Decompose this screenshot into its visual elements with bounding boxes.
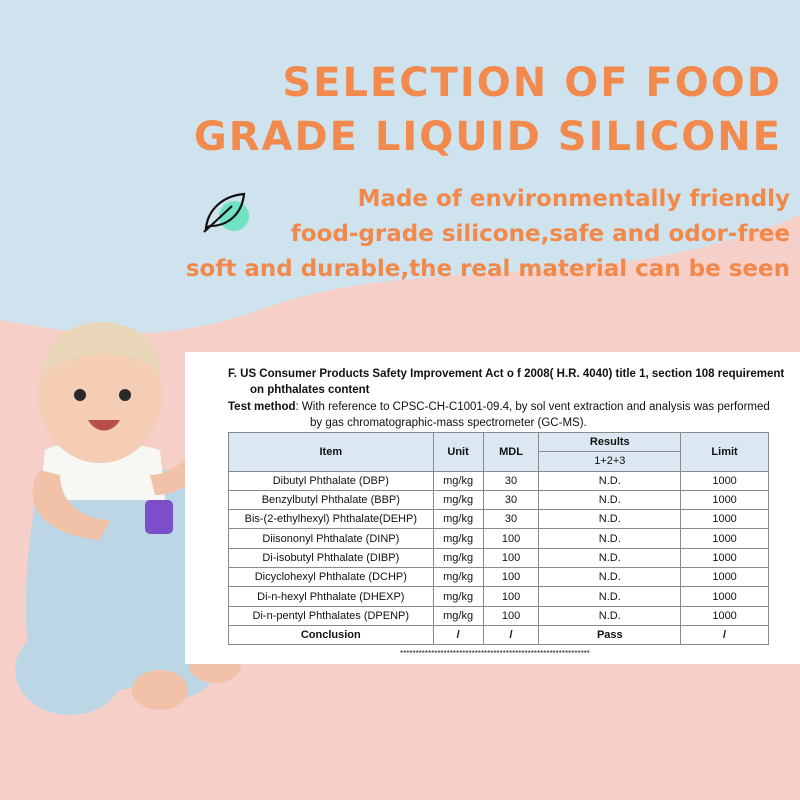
cell-item: Bis-(2-ethylhexyl) Phthalate(DEHP)	[229, 510, 434, 529]
cell-mdl: 100	[483, 587, 539, 606]
description-line-2: food-grade silicone,safe and odor-free	[290, 221, 790, 247]
cell-limit: 1000	[681, 490, 769, 509]
headline-line-2: GRADE LIQUID SILICONE	[193, 114, 782, 160]
header-results-sub: 1+2+3	[539, 452, 681, 471]
cell-unit: mg/kg	[433, 471, 483, 490]
cell-result: N.D.	[539, 490, 681, 509]
cell-item: Dibutyl Phthalate (DBP)	[229, 471, 434, 490]
cell-unit: mg/kg	[433, 529, 483, 548]
description-line-3: soft and durable,the real material can be seen	[185, 256, 790, 282]
cell-mdl: 30	[483, 490, 539, 509]
report-title-line-2: on phthalates content	[250, 384, 370, 396]
table-row	[229, 490, 769, 509]
table-row	[229, 606, 769, 625]
cell-result: N.D.	[539, 587, 681, 606]
cell-mdl: 100	[483, 529, 539, 548]
cell-unit: mg/kg	[433, 548, 483, 567]
table-row	[229, 510, 769, 529]
header-limit: Limit	[681, 433, 769, 472]
description	[170, 182, 790, 287]
table-row	[229, 587, 769, 606]
report-title-line-1: F. US Consumer Products Safety Improvement Act o f 2008( H.R. 4040) title 1, section 108 requirement	[228, 368, 785, 380]
cell-result: N.D.	[539, 568, 681, 587]
cell-item: Diisononyl Phthalate (DINP)	[229, 529, 434, 548]
conclusion-item: Conclusion	[229, 625, 434, 644]
test-method-line-1: : With reference to CPSC-CH-C1001-09.4, by sol vent extraction and analysis was performed	[295, 401, 770, 413]
cell-item: Di-isobutyl Phthalate (DIBP)	[229, 548, 434, 567]
cell-mdl: 100	[483, 548, 539, 567]
cell-result: N.D.	[539, 548, 681, 567]
conclusion-unit: /	[433, 625, 483, 644]
cell-item: Benzylbutyl Phthalate (BBP)	[229, 490, 434, 509]
headline	[162, 56, 782, 164]
test-method-label: Test method	[228, 401, 296, 413]
cell-unit: mg/kg	[433, 510, 483, 529]
cell-limit: 1000	[681, 606, 769, 625]
end-marker: *************************************************************	[400, 649, 590, 658]
table-row	[229, 568, 769, 587]
table-row	[229, 529, 769, 548]
cell-limit: 1000	[681, 471, 769, 490]
cell-result: N.D.	[539, 471, 681, 490]
header-results: Results	[539, 433, 681, 452]
test-method-line-2: by gas chromatographic-mass spectrometer (GC-MS).	[310, 417, 587, 429]
conclusion-mdl: /	[483, 625, 539, 644]
cell-unit: mg/kg	[433, 606, 483, 625]
cell-limit: 1000	[681, 587, 769, 606]
cell-mdl: 30	[483, 471, 539, 490]
cell-limit: 1000	[681, 568, 769, 587]
header-mdl: MDL	[483, 433, 539, 472]
cell-limit: 1000	[681, 510, 769, 529]
header-item: Item	[229, 433, 434, 472]
cell-mdl: 100	[483, 606, 539, 625]
conclusion-row	[229, 625, 769, 644]
results-table	[228, 432, 769, 645]
headline-line-1: SELECTION OF FOOD	[282, 60, 782, 106]
cell-item: Di-n-hexyl Phthalate (DHEXP)	[229, 587, 434, 606]
cell-unit: mg/kg	[433, 568, 483, 587]
header-unit: Unit	[433, 433, 483, 472]
cell-result: N.D.	[539, 529, 681, 548]
cell-unit: mg/kg	[433, 587, 483, 606]
cell-unit: mg/kg	[433, 490, 483, 509]
report-title	[228, 366, 798, 398]
table-row	[229, 471, 769, 490]
cell-limit: 1000	[681, 548, 769, 567]
cell-item: Di-n-pentyl Phthalates (DPENP)	[229, 606, 434, 625]
conclusion-result: Pass	[539, 625, 681, 644]
cell-result: N.D.	[539, 510, 681, 529]
table-row	[229, 548, 769, 567]
test-method	[228, 399, 798, 431]
cell-mdl: 30	[483, 510, 539, 529]
cell-result: N.D.	[539, 606, 681, 625]
cell-item: Dicyclohexyl Phthalate (DCHP)	[229, 568, 434, 587]
conclusion-limit: /	[681, 625, 769, 644]
cell-limit: 1000	[681, 529, 769, 548]
description-line-1: Made of environmentally friendly	[357, 186, 790, 212]
cell-mdl: 100	[483, 568, 539, 587]
